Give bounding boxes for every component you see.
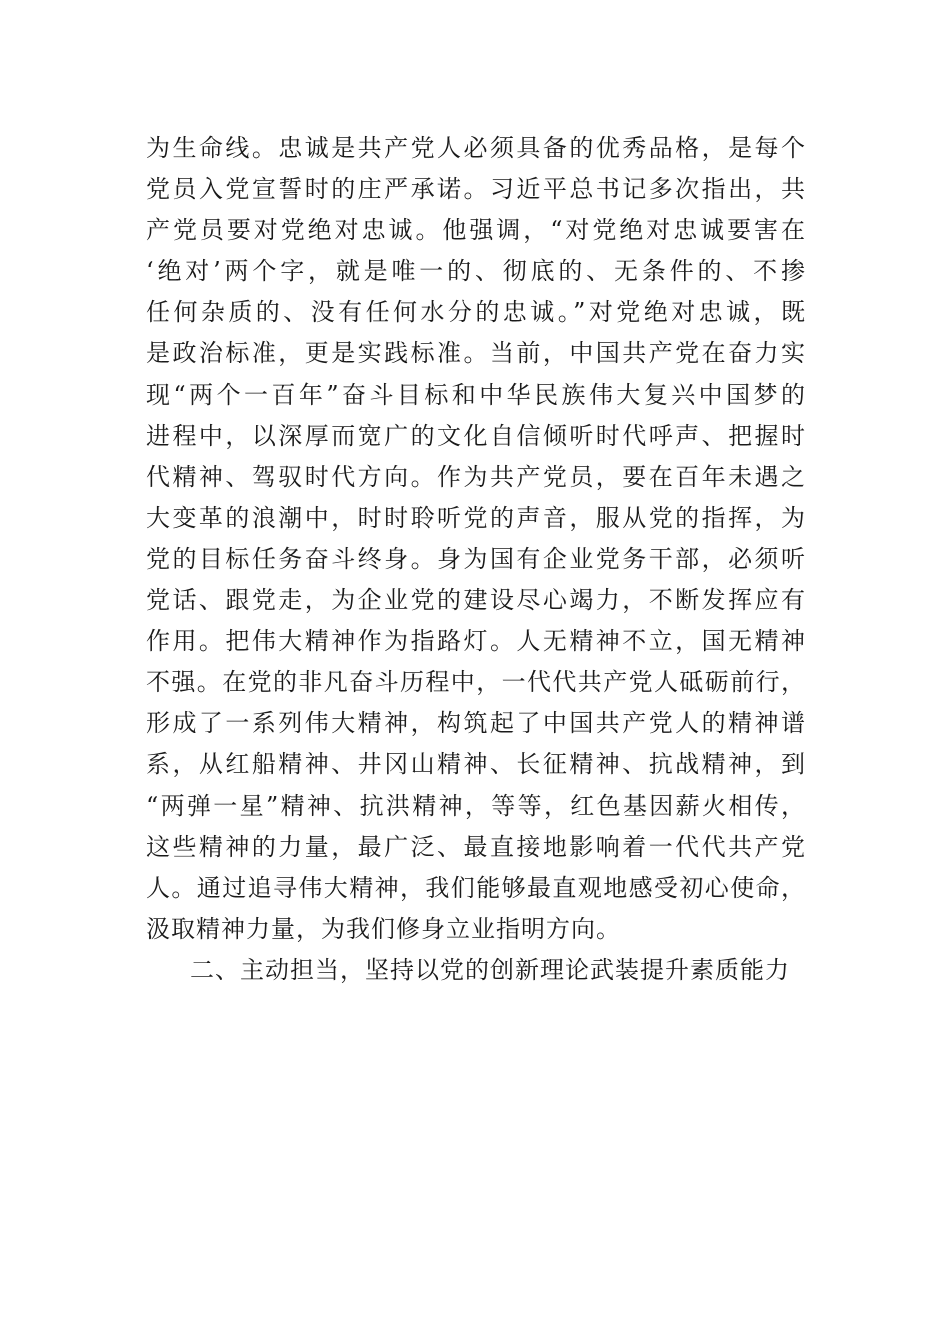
text-line: 党员入党宣誓时的庄严承诺。习近平总书记多次指出，共 xyxy=(146,175,806,204)
text-line: 代精神、驾驭时代方向。作为共产党员，要在百年未遇之 xyxy=(146,462,806,491)
text-line: 党的目标任务奋斗终身。身为国有企业党务干部，必须听 xyxy=(146,544,806,573)
section-heading: 二、主动担当，坚持以党的创新理论武装提升素质能力 xyxy=(190,955,790,984)
text-line: 大变革的浪潮中，时时聆听党的声音，服从党的指挥，为 xyxy=(146,503,806,532)
text-line: 是政治标准，更是实践标准。当前，中国共产党在奋力实 xyxy=(146,339,806,368)
text-line: 产党员要对党绝对忠诚。他强调，“对党绝对忠诚要害在 xyxy=(146,216,806,245)
text-line: 形成了一系列伟大精神，构筑起了中国共产党人的精神谱 xyxy=(146,709,806,738)
text-line: “两弹一星”精神、抗洪精神，等等，红色基因薪火相传， xyxy=(146,791,806,820)
text-line: 党话、跟党走，为企业党的建设尽心竭力，不断发挥应有 xyxy=(146,586,806,615)
body-text xyxy=(146,128,806,991)
text-line: 任何杂质的、没有任何水分的忠诚。”对党绝对忠诚，既 xyxy=(146,298,806,327)
text-line: 系，从红船精神、井冈山精神、长征精神、抗战精神，到 xyxy=(146,750,806,779)
text-line: 不强。在党的非凡奋斗历程中，一代代共产党人砥砺前行， xyxy=(146,668,806,697)
text-line: 为生命线。忠诚是共产党人必须具备的优秀品格，是每个 xyxy=(146,134,806,162)
text-line: 现“两个一百年”奋斗目标和中华民族伟大复兴中国梦的 xyxy=(146,380,806,409)
text-line: ‘绝对’两个字，就是唯一的、彻底的、无条件的、不掺 xyxy=(146,257,806,286)
text-line: 作用。把伟大精神作为指路灯。人无精神不立，国无精神 xyxy=(146,627,806,656)
text-line: 进程中，以深厚而宽广的文化自信倾听时代呼声、把握时 xyxy=(146,421,806,450)
text-line: 人。通过追寻伟大精神，我们能够最直观地感受初心使命， xyxy=(146,873,806,902)
text-line: 这些精神的力量，最广泛、最直接地影响着一代代共产党 xyxy=(146,832,806,861)
text-line: 汲取精神力量，为我们修身立业指明方向。 xyxy=(146,914,621,943)
